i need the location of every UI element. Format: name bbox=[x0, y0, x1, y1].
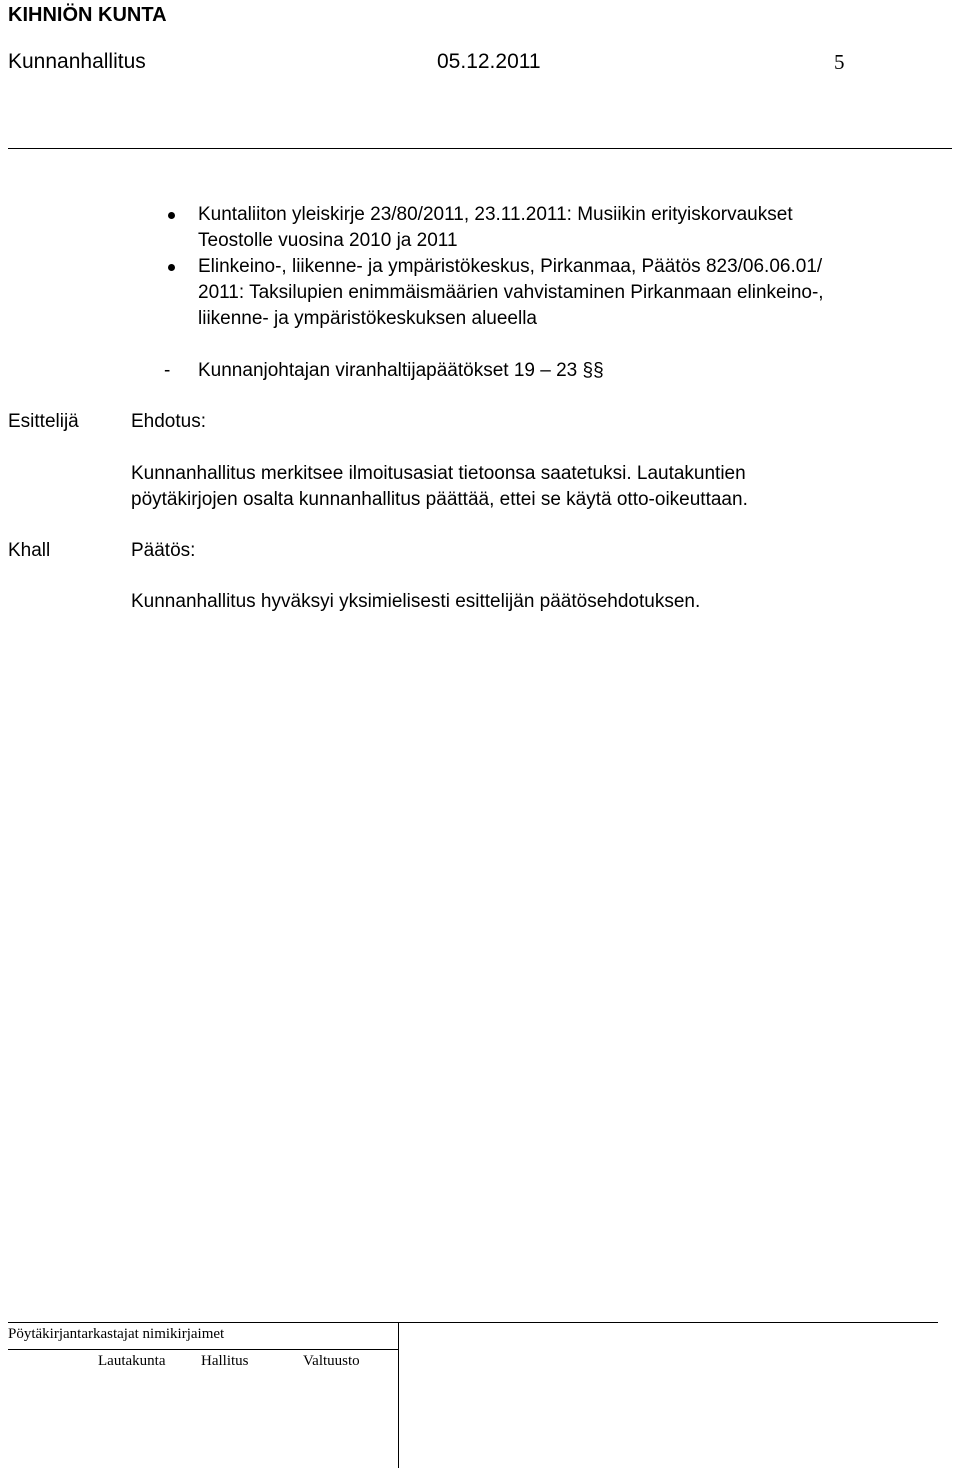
bullet-dot bbox=[168, 264, 175, 271]
presenter-label: Esittelijä bbox=[8, 411, 79, 432]
header-body-name: Kunnanhallitus bbox=[8, 50, 146, 73]
decision-text: Kunnanhallitus hyväksyi yksimielisesti esittelijän päätösehdotuksen. bbox=[131, 591, 701, 612]
organization-name: KIHNIÖN KUNTA bbox=[8, 4, 167, 26]
page-number: 5 bbox=[834, 50, 845, 74]
footer-column-valtuusto: Valtuusto bbox=[303, 1353, 360, 1369]
list-item bbox=[164, 254, 824, 332]
list-item-line: liikenne- ja ympäristökeskuksen alueella bbox=[198, 308, 538, 329]
footer-column-hallitus: Hallitus bbox=[201, 1353, 249, 1369]
footer-top-line bbox=[398, 1322, 938, 1323]
decision-label: Päätös: bbox=[131, 540, 196, 561]
footer-row-divider bbox=[8, 1349, 398, 1350]
list-item-line: Elinkeino-, liikenne- ja ympäristökeskus, Pirkanmaa, Päätös 823/06.06.01/ bbox=[198, 256, 823, 277]
header-date: 05.12.2011 bbox=[437, 50, 541, 73]
proposal-line: pöytäkirjojen osalta kunnanhallitus päättää, ettei se käytä otto-oikeuttaan. bbox=[131, 489, 748, 510]
dash-marker: - bbox=[164, 360, 171, 381]
dash-item bbox=[164, 358, 604, 384]
bullet-dot bbox=[168, 212, 175, 219]
list-item-line: Kuntaliiton yleiskirje 23/80/2011, 23.11.2011: Musiikin erityiskorvaukset bbox=[198, 204, 793, 225]
dash-item-text: Kunnanjohtajan viranhaltijapäätökset 19 – 23 §§ bbox=[198, 360, 604, 381]
decision-body-label: Khall bbox=[8, 540, 51, 561]
list-item-line: 2011: Taksilupien enimmäismäärien vahvistaminen Pirkanmaan elinkeino-, bbox=[198, 282, 824, 303]
footer-column-lautakunta: Lautakunta bbox=[98, 1353, 166, 1369]
footer-title: Pöytäkirjantarkastajat nimikirjaimet bbox=[8, 1326, 225, 1342]
footer-box bbox=[8, 1322, 399, 1468]
proposal-label: Ehdotus: bbox=[131, 411, 206, 432]
list-item bbox=[164, 202, 824, 254]
bullet-list bbox=[164, 202, 824, 332]
header-rule bbox=[8, 148, 952, 149]
proposal-text bbox=[131, 461, 748, 513]
proposal-line: Kunnanhallitus merkitsee ilmoitusasiat tietoonsa saatetuksi. Lautakuntien bbox=[131, 463, 746, 484]
list-item-line: Teostolle vuosina 2010 ja 2011 bbox=[198, 230, 458, 251]
